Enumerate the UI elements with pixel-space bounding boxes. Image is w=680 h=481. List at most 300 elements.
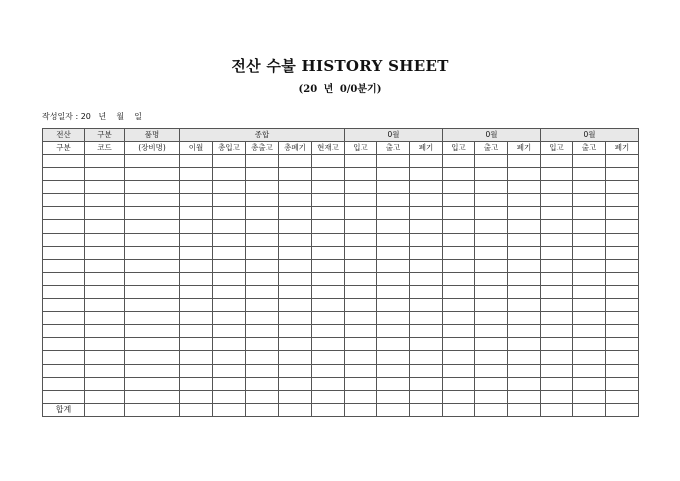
- table-cell[interactable]: [606, 194, 639, 207]
- table-cell[interactable]: [43, 168, 85, 181]
- table-cell[interactable]: [279, 390, 312, 403]
- table-cell[interactable]: [85, 325, 125, 338]
- table-cell[interactable]: [573, 272, 606, 285]
- table-cell[interactable]: [475, 272, 508, 285]
- table-cell[interactable]: [345, 246, 377, 259]
- table-cell[interactable]: [573, 246, 606, 259]
- table-cell[interactable]: [213, 155, 246, 168]
- table-cell[interactable]: [508, 246, 541, 259]
- table-cell[interactable]: [410, 390, 443, 403]
- table-cell[interactable]: [443, 390, 475, 403]
- table-cell[interactable]: [475, 338, 508, 351]
- table-cell[interactable]: [410, 168, 443, 181]
- table-cell[interactable]: [573, 403, 606, 416]
- table-cell[interactable]: [312, 155, 345, 168]
- table-cell[interactable]: [246, 390, 279, 403]
- table-cell[interactable]: [573, 312, 606, 325]
- table-cell[interactable]: [541, 259, 573, 272]
- table-cell[interactable]: [475, 246, 508, 259]
- table-cell[interactable]: [246, 220, 279, 233]
- table-cell[interactable]: [180, 403, 213, 416]
- table-cell[interactable]: [508, 181, 541, 194]
- table-cell[interactable]: [43, 351, 85, 364]
- table-cell[interactable]: [312, 246, 345, 259]
- table-cell[interactable]: [541, 325, 573, 338]
- table-cell[interactable]: [85, 233, 125, 246]
- table-cell[interactable]: [180, 155, 213, 168]
- table-cell[interactable]: [180, 259, 213, 272]
- table-cell[interactable]: [125, 403, 180, 416]
- table-cell[interactable]: [180, 220, 213, 233]
- table-cell[interactable]: [443, 403, 475, 416]
- table-cell[interactable]: [213, 364, 246, 377]
- table-cell[interactable]: [43, 194, 85, 207]
- table-cell[interactable]: [573, 233, 606, 246]
- table-cell[interactable]: [377, 403, 410, 416]
- table-cell[interactable]: [43, 377, 85, 390]
- table-cell[interactable]: [312, 207, 345, 220]
- table-cell[interactable]: [85, 168, 125, 181]
- table-cell[interactable]: [312, 325, 345, 338]
- table-cell[interactable]: [180, 377, 213, 390]
- table-cell[interactable]: [85, 259, 125, 272]
- table-cell[interactable]: [312, 194, 345, 207]
- table-cell[interactable]: [125, 246, 180, 259]
- table-cell[interactable]: [180, 233, 213, 246]
- table-cell[interactable]: [85, 377, 125, 390]
- table-cell[interactable]: [125, 377, 180, 390]
- table-cell[interactable]: [213, 259, 246, 272]
- table-cell[interactable]: [125, 168, 180, 181]
- table-cell[interactable]: [43, 233, 85, 246]
- table-cell[interactable]: [573, 220, 606, 233]
- table-cell[interactable]: [180, 194, 213, 207]
- table-cell[interactable]: [508, 390, 541, 403]
- table-cell[interactable]: [475, 390, 508, 403]
- table-cell[interactable]: [279, 403, 312, 416]
- table-cell[interactable]: [345, 403, 377, 416]
- table-cell[interactable]: [246, 246, 279, 259]
- table-cell[interactable]: [606, 285, 639, 298]
- table-cell[interactable]: [377, 272, 410, 285]
- table-cell[interactable]: [43, 155, 85, 168]
- table-cell[interactable]: [345, 351, 377, 364]
- table-cell[interactable]: [279, 155, 312, 168]
- table-cell[interactable]: [125, 312, 180, 325]
- table-cell[interactable]: [180, 181, 213, 194]
- table-cell[interactable]: [213, 403, 246, 416]
- table-cell[interactable]: [475, 377, 508, 390]
- table-cell[interactable]: [377, 351, 410, 364]
- table-cell[interactable]: [475, 207, 508, 220]
- table-cell[interactable]: [443, 168, 475, 181]
- table-cell[interactable]: [573, 377, 606, 390]
- table-cell[interactable]: [541, 338, 573, 351]
- table-cell[interactable]: [508, 220, 541, 233]
- table-cell[interactable]: [606, 351, 639, 364]
- table-cell[interactable]: [573, 299, 606, 312]
- table-cell[interactable]: [180, 338, 213, 351]
- table-cell[interactable]: [573, 338, 606, 351]
- table-cell[interactable]: [443, 299, 475, 312]
- table-cell[interactable]: [213, 194, 246, 207]
- table-cell[interactable]: [246, 194, 279, 207]
- table-cell[interactable]: [377, 168, 410, 181]
- table-cell[interactable]: [443, 155, 475, 168]
- table-cell[interactable]: [508, 259, 541, 272]
- table-cell[interactable]: [508, 312, 541, 325]
- table-cell[interactable]: [410, 155, 443, 168]
- table-cell[interactable]: [377, 207, 410, 220]
- table-cell[interactable]: [180, 299, 213, 312]
- table-cell[interactable]: [345, 299, 377, 312]
- table-cell[interactable]: [508, 155, 541, 168]
- table-cell[interactable]: [377, 233, 410, 246]
- table-cell[interactable]: [43, 285, 85, 298]
- table-cell[interactable]: [541, 246, 573, 259]
- table-cell[interactable]: [345, 285, 377, 298]
- table-cell[interactable]: [508, 299, 541, 312]
- table-cell[interactable]: [246, 377, 279, 390]
- table-cell[interactable]: [85, 299, 125, 312]
- table-cell[interactable]: [573, 390, 606, 403]
- table-cell[interactable]: [85, 246, 125, 259]
- table-cell[interactable]: [345, 312, 377, 325]
- table-cell[interactable]: [312, 338, 345, 351]
- table-cell[interactable]: [345, 377, 377, 390]
- table-cell[interactable]: [443, 364, 475, 377]
- table-cell[interactable]: [541, 181, 573, 194]
- table-cell[interactable]: [377, 285, 410, 298]
- table-cell[interactable]: [541, 168, 573, 181]
- table-cell[interactable]: [410, 312, 443, 325]
- table-cell[interactable]: [345, 181, 377, 194]
- table-cell[interactable]: [279, 233, 312, 246]
- table-cell[interactable]: [312, 390, 345, 403]
- table-cell[interactable]: [541, 403, 573, 416]
- table-cell[interactable]: [377, 299, 410, 312]
- table-cell[interactable]: [475, 351, 508, 364]
- table-cell[interactable]: [312, 364, 345, 377]
- table-cell[interactable]: [246, 285, 279, 298]
- table-cell[interactable]: [377, 155, 410, 168]
- table-cell[interactable]: [475, 233, 508, 246]
- table-cell[interactable]: [279, 299, 312, 312]
- table-cell[interactable]: [125, 390, 180, 403]
- table-cell[interactable]: [410, 351, 443, 364]
- table-cell[interactable]: [246, 233, 279, 246]
- table-cell[interactable]: [312, 168, 345, 181]
- table-cell[interactable]: [345, 259, 377, 272]
- table-cell[interactable]: [125, 351, 180, 364]
- table-cell[interactable]: [213, 390, 246, 403]
- table-cell[interactable]: [410, 259, 443, 272]
- table-cell[interactable]: [377, 338, 410, 351]
- table-cell[interactable]: [125, 364, 180, 377]
- table-cell[interactable]: [606, 272, 639, 285]
- table-cell[interactable]: [606, 220, 639, 233]
- table-cell[interactable]: [443, 272, 475, 285]
- table-cell[interactable]: [279, 312, 312, 325]
- table-cell[interactable]: [180, 390, 213, 403]
- table-cell[interactable]: [213, 168, 246, 181]
- table-cell[interactable]: [443, 259, 475, 272]
- table-cell[interactable]: [508, 403, 541, 416]
- table-cell[interactable]: [475, 403, 508, 416]
- table-cell[interactable]: [508, 233, 541, 246]
- table-cell[interactable]: [246, 272, 279, 285]
- table-cell[interactable]: [246, 299, 279, 312]
- table-cell[interactable]: [377, 364, 410, 377]
- table-cell[interactable]: [345, 220, 377, 233]
- table-cell[interactable]: [312, 181, 345, 194]
- table-cell[interactable]: [213, 233, 246, 246]
- table-cell[interactable]: [125, 155, 180, 168]
- table-cell[interactable]: [573, 364, 606, 377]
- table-cell[interactable]: [606, 312, 639, 325]
- table-cell[interactable]: [443, 338, 475, 351]
- table-cell[interactable]: [410, 220, 443, 233]
- table-cell[interactable]: [246, 351, 279, 364]
- table-cell[interactable]: [125, 299, 180, 312]
- table-cell[interactable]: [541, 299, 573, 312]
- table-cell[interactable]: [312, 351, 345, 364]
- table-cell[interactable]: [573, 181, 606, 194]
- table-cell[interactable]: [443, 377, 475, 390]
- table-cell[interactable]: [85, 338, 125, 351]
- table-cell[interactable]: [443, 194, 475, 207]
- table-cell[interactable]: [541, 194, 573, 207]
- table-cell[interactable]: [180, 272, 213, 285]
- table-cell[interactable]: [508, 285, 541, 298]
- table-cell[interactable]: [345, 168, 377, 181]
- table-cell[interactable]: [43, 299, 85, 312]
- table-cell[interactable]: [508, 377, 541, 390]
- table-cell[interactable]: [43, 312, 85, 325]
- table-cell[interactable]: [125, 181, 180, 194]
- table-cell[interactable]: [541, 364, 573, 377]
- table-cell[interactable]: [508, 351, 541, 364]
- table-cell[interactable]: [345, 194, 377, 207]
- table-cell[interactable]: [377, 220, 410, 233]
- table-cell[interactable]: [443, 207, 475, 220]
- table-cell[interactable]: [279, 338, 312, 351]
- table-cell[interactable]: [43, 272, 85, 285]
- table-cell[interactable]: [43, 390, 85, 403]
- table-cell[interactable]: [606, 207, 639, 220]
- table-cell[interactable]: [246, 312, 279, 325]
- table-cell[interactable]: [246, 155, 279, 168]
- table-cell[interactable]: [213, 220, 246, 233]
- table-cell[interactable]: [410, 246, 443, 259]
- table-cell[interactable]: [606, 299, 639, 312]
- table-cell[interactable]: [443, 325, 475, 338]
- table-cell[interactable]: [443, 220, 475, 233]
- table-cell[interactable]: [125, 259, 180, 272]
- table-cell[interactable]: [279, 364, 312, 377]
- table-cell[interactable]: [475, 364, 508, 377]
- table-cell[interactable]: [125, 194, 180, 207]
- table-cell[interactable]: [606, 338, 639, 351]
- table-cell[interactable]: [573, 325, 606, 338]
- table-cell[interactable]: [345, 207, 377, 220]
- table-cell[interactable]: [43, 207, 85, 220]
- table-cell[interactable]: [573, 351, 606, 364]
- table-cell[interactable]: [312, 220, 345, 233]
- table-cell[interactable]: [475, 325, 508, 338]
- table-cell[interactable]: [312, 233, 345, 246]
- table-cell[interactable]: [508, 338, 541, 351]
- table-cell[interactable]: [85, 194, 125, 207]
- table-cell[interactable]: [85, 312, 125, 325]
- table-cell[interactable]: [377, 390, 410, 403]
- table-cell[interactable]: [410, 207, 443, 220]
- table-cell[interactable]: [410, 403, 443, 416]
- table-cell[interactable]: [541, 312, 573, 325]
- table-cell[interactable]: [213, 377, 246, 390]
- table-cell[interactable]: [213, 351, 246, 364]
- table-cell[interactable]: [410, 233, 443, 246]
- table-cell[interactable]: [312, 272, 345, 285]
- table-cell[interactable]: [180, 207, 213, 220]
- table-cell[interactable]: [125, 207, 180, 220]
- table-cell[interactable]: [606, 155, 639, 168]
- table-cell[interactable]: [443, 285, 475, 298]
- table-cell[interactable]: [125, 338, 180, 351]
- table-cell[interactable]: [377, 312, 410, 325]
- table-cell[interactable]: [180, 168, 213, 181]
- table-cell[interactable]: [573, 168, 606, 181]
- table-cell[interactable]: [606, 325, 639, 338]
- table-cell[interactable]: [443, 312, 475, 325]
- table-cell[interactable]: [410, 338, 443, 351]
- table-cell[interactable]: [410, 194, 443, 207]
- table-cell[interactable]: [43, 220, 85, 233]
- table-cell[interactable]: [475, 168, 508, 181]
- table-cell[interactable]: [213, 246, 246, 259]
- table-cell[interactable]: [125, 325, 180, 338]
- table-cell[interactable]: [377, 181, 410, 194]
- table-cell[interactable]: [85, 220, 125, 233]
- table-cell[interactable]: [475, 312, 508, 325]
- table-cell[interactable]: [573, 194, 606, 207]
- table-cell[interactable]: [279, 181, 312, 194]
- table-cell[interactable]: [345, 272, 377, 285]
- table-cell[interactable]: [180, 351, 213, 364]
- table-cell[interactable]: [606, 168, 639, 181]
- table-cell[interactable]: [279, 272, 312, 285]
- table-cell[interactable]: [345, 390, 377, 403]
- table-cell[interactable]: [246, 338, 279, 351]
- table-cell[interactable]: [279, 207, 312, 220]
- table-cell[interactable]: [85, 364, 125, 377]
- table-cell[interactable]: [43, 325, 85, 338]
- table-cell[interactable]: [85, 181, 125, 194]
- table-cell[interactable]: [475, 155, 508, 168]
- table-cell[interactable]: [475, 259, 508, 272]
- table-cell[interactable]: [508, 272, 541, 285]
- table-cell[interactable]: [345, 155, 377, 168]
- table-cell[interactable]: [475, 285, 508, 298]
- table-cell[interactable]: [541, 272, 573, 285]
- table-cell[interactable]: [508, 194, 541, 207]
- table-cell[interactable]: [573, 155, 606, 168]
- table-cell[interactable]: [246, 364, 279, 377]
- table-cell[interactable]: [377, 377, 410, 390]
- table-cell[interactable]: [606, 390, 639, 403]
- table-cell[interactable]: [345, 325, 377, 338]
- table-cell[interactable]: [312, 299, 345, 312]
- table-cell[interactable]: [443, 233, 475, 246]
- table-cell[interactable]: [246, 403, 279, 416]
- table-cell[interactable]: [279, 285, 312, 298]
- table-cell[interactable]: [312, 403, 345, 416]
- table-cell[interactable]: [85, 390, 125, 403]
- table-cell[interactable]: [377, 194, 410, 207]
- table-cell[interactable]: [606, 377, 639, 390]
- table-cell[interactable]: [541, 220, 573, 233]
- table-cell[interactable]: [606, 259, 639, 272]
- table-cell[interactable]: [279, 246, 312, 259]
- table-cell[interactable]: [508, 207, 541, 220]
- table-cell[interactable]: [85, 207, 125, 220]
- table-cell[interactable]: [43, 338, 85, 351]
- table-cell[interactable]: [279, 194, 312, 207]
- table-cell[interactable]: [475, 194, 508, 207]
- table-cell[interactable]: [279, 377, 312, 390]
- table-cell[interactable]: [180, 285, 213, 298]
- table-cell[interactable]: [606, 233, 639, 246]
- table-cell[interactable]: [312, 285, 345, 298]
- table-cell[interactable]: [345, 364, 377, 377]
- table-cell[interactable]: [475, 299, 508, 312]
- table-cell[interactable]: [279, 259, 312, 272]
- table-cell[interactable]: [377, 246, 410, 259]
- table-cell[interactable]: [541, 285, 573, 298]
- table-cell[interactable]: [312, 312, 345, 325]
- table-cell[interactable]: [213, 207, 246, 220]
- table-cell[interactable]: [377, 325, 410, 338]
- table-cell[interactable]: [345, 233, 377, 246]
- table-cell[interactable]: [475, 220, 508, 233]
- table-cell[interactable]: [410, 285, 443, 298]
- table-cell[interactable]: [606, 364, 639, 377]
- table-cell[interactable]: [312, 377, 345, 390]
- table-cell[interactable]: [573, 285, 606, 298]
- table-cell[interactable]: [85, 155, 125, 168]
- table-cell[interactable]: [541, 377, 573, 390]
- table-cell[interactable]: [410, 181, 443, 194]
- table-cell[interactable]: [410, 325, 443, 338]
- table-cell[interactable]: [180, 246, 213, 259]
- table-cell[interactable]: [180, 364, 213, 377]
- table-cell[interactable]: [85, 403, 125, 416]
- table-cell[interactable]: [541, 351, 573, 364]
- table-cell[interactable]: [213, 285, 246, 298]
- table-cell[interactable]: [125, 233, 180, 246]
- table-cell[interactable]: [246, 325, 279, 338]
- table-cell[interactable]: [246, 168, 279, 181]
- table-cell[interactable]: [85, 285, 125, 298]
- table-cell[interactable]: [213, 312, 246, 325]
- table-cell[interactable]: [606, 403, 639, 416]
- table-cell[interactable]: [246, 181, 279, 194]
- table-cell[interactable]: [43, 364, 85, 377]
- table-cell[interactable]: [606, 181, 639, 194]
- table-cell[interactable]: [213, 338, 246, 351]
- table-cell[interactable]: [410, 272, 443, 285]
- table-cell[interactable]: [508, 325, 541, 338]
